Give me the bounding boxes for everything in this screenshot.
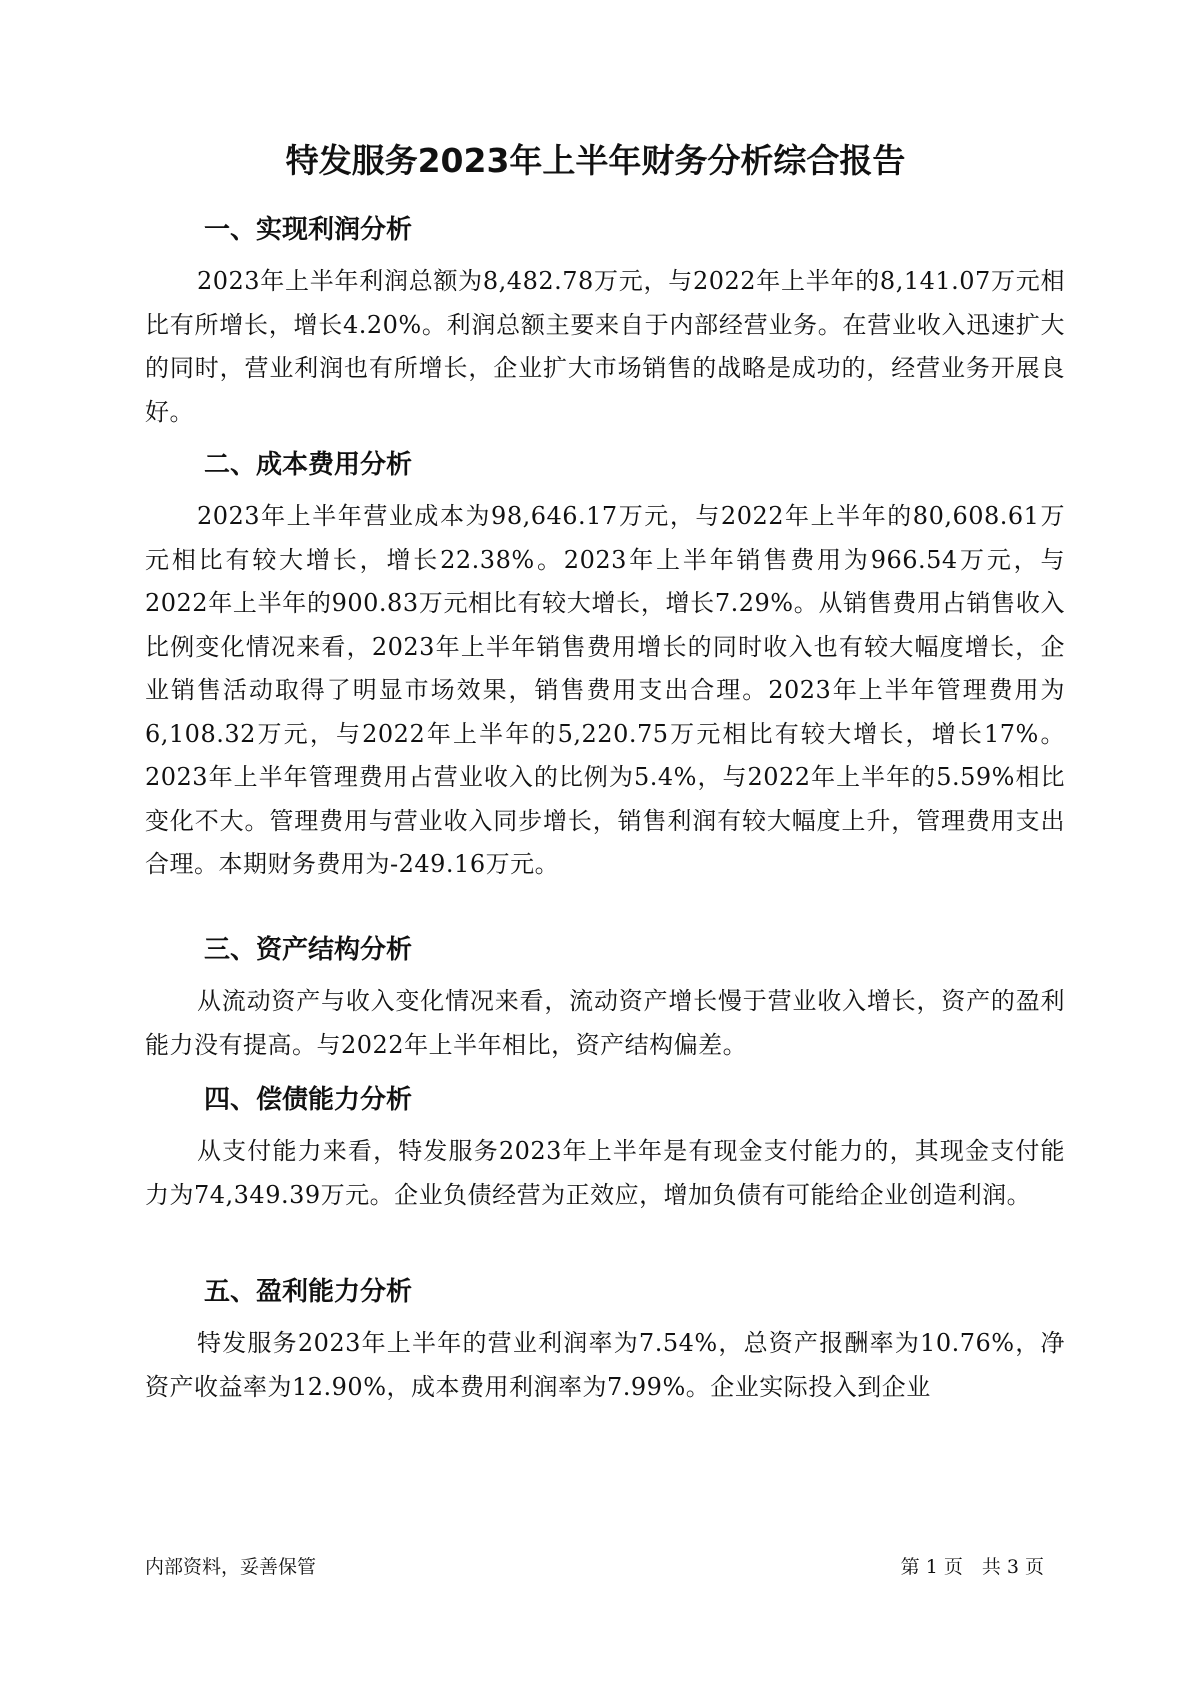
section-profitability bbox=[145, 1272, 1065, 1409]
section-paragraph: 从流动资产与收入变化情况来看，流动资产增长慢于营业收入增长，资产的盈利能力没有提高。与2022年上半年相比，资产结构偏差。 bbox=[145, 987, 1065, 1059]
section-heading: 二、成本费用分析 bbox=[204, 450, 413, 480]
section-heading: 一、实现利润分析 bbox=[204, 215, 413, 245]
section-assets bbox=[145, 930, 1065, 1067]
section-solvency bbox=[145, 1080, 1065, 1217]
section-paragraph: 2023年上半年利润总额为8,482.78万元，与2022年上半年的8,141.07万元相比有所增长，增长4.20%。利润总额主要来自于内部经营业务。在营业收入迅速扩大的同时，营业利润也有所增长，企业扩大市场销售的战略是成功的，经营业务开展良好。 bbox=[145, 267, 1065, 426]
section-cost bbox=[145, 445, 1065, 887]
section-heading: 五、盈利能力分析 bbox=[204, 1277, 413, 1307]
footer-confidential-note: 内部资料，妥善保管 bbox=[145, 1556, 317, 1578]
section-heading: 三、资产结构分析 bbox=[204, 935, 413, 965]
footer-page-number: 第 1 页 共 3 页 bbox=[900, 1556, 1044, 1578]
document-title: 特发服务2023年上半年财务分析综合报告 bbox=[285, 141, 906, 180]
section-paragraph: 2023年上半年营业成本为98,646.17万元，与2022年上半年的80,608.61万元相比有较大增长，增长22.38%。2023年上半年销售费用为966.54万元，与2022年上半年的900.83万元相比有较大增长，增长7.29%。从销售费用占销售收入比例变化情况来看，2023年上半年销售费用增长的同时收入也有较大幅度增长，企业销售活动取得了明显市场效果，销售费用支出合理。2023年上半年管理费用为6,108.32万元，与2022年上半年的5,220.75万元相比有较大增长，增长17%。2023年上半年管理费用占营业收入的比例为5.4%，与2022年上半年的5.59%相比变化不大。管理费用与营业收入同步增长，销售利润有较大幅度上升，管理费用支出合理。本期财务费用为-249.16万元。 bbox=[145, 502, 1065, 878]
section-profit bbox=[145, 210, 1065, 434]
section-heading: 四、偿债能力分析 bbox=[204, 1085, 413, 1115]
section-paragraph: 从支付能力来看，特发服务2023年上半年是有现金支付能力的，其现金支付能力为74,349.39万元。企业负债经营为正效应，增加负债有可能给企业创造利润。 bbox=[145, 1137, 1065, 1209]
section-paragraph: 特发服务2023年上半年的营业利润率为7.54%，总资产报酬率为10.76%，净资产收益率为12.90%，成本费用利润率为7.99%。企业实际投入到企业 bbox=[145, 1329, 1065, 1401]
